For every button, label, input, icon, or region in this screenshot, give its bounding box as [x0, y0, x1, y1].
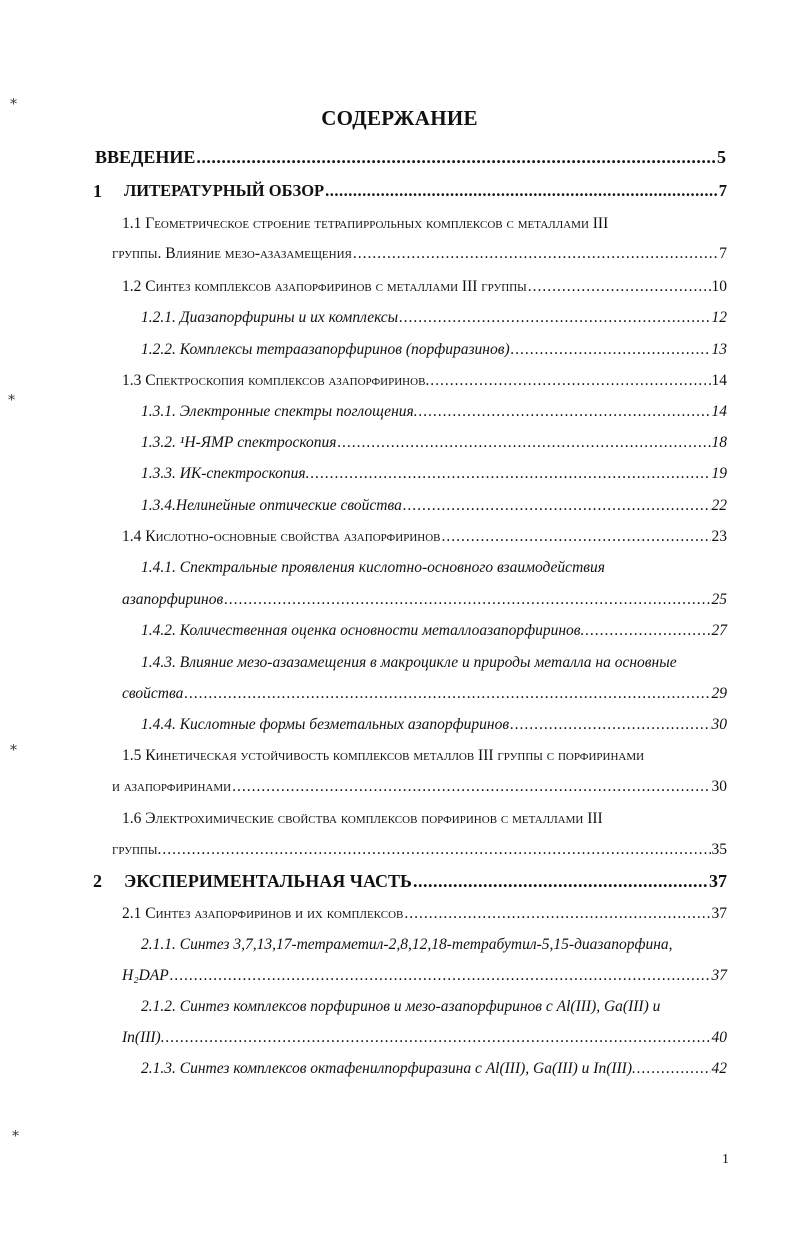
toc-entry-text: 1.3.1. Электронные спектры поглощения. [141, 403, 418, 420]
toc-entry-text: свойства [122, 685, 184, 702]
scan-mark-icon: ⁎ [8, 389, 15, 404]
toc-entry-1-6[interactable] [112, 839, 727, 861]
toc-entry-2-1-1[interactable] [122, 965, 727, 987]
toc-entry-page: 37 [711, 905, 727, 922]
leader-dots [419, 401, 711, 423]
toc-entry-2-1-2[interactable] [122, 1027, 727, 1049]
toc-entry-page: 14 [711, 403, 727, 420]
leader-dots [403, 495, 711, 517]
toc-entry-1-4-1[interactable] [122, 589, 727, 611]
toc-entry-text: 1.4.2. Количественная оценка основности металлоазапорфиринов. [141, 622, 585, 639]
toc-entry-text: ЭКСПЕРИМЕНТАЛЬНАЯ ЧАСТЬ [124, 871, 412, 891]
scan-mark-icon: ⁎ [12, 1125, 19, 1140]
toc-entry-page: 27 [711, 622, 727, 639]
toc-entry-page: 40 [711, 1029, 727, 1046]
toc-entry-page: 7 [718, 181, 727, 200]
toc-entry-page: 37 [711, 967, 727, 984]
toc-entry-text: 1.3.4.Нелинейные оптические свойства [141, 497, 402, 514]
toc-entry-1-4-4[interactable] [141, 714, 727, 736]
leader-dots [441, 526, 710, 548]
toc-entry-text: H₂DAP [122, 967, 169, 984]
toc-entry-text: группы. [112, 841, 162, 858]
toc-entry-text: 1.2.2. Комплексы тетраазапорфиринов (порфиразинов) [141, 341, 510, 358]
toc-entry-page: 5 [717, 147, 726, 167]
leader-dots [311, 463, 711, 485]
toc-entry-1-4-1-line1[interactable]: 1.4.1. Спектральные проявления кислотно-основного взаимодействия [141, 559, 605, 576]
toc-entry-ch2[interactable] [124, 870, 727, 892]
toc-entry-page: 29 [711, 685, 727, 702]
toc-entry-page: 22 [711, 497, 727, 514]
leader-dots [337, 432, 710, 454]
leader-dots [510, 714, 710, 736]
chapter-number: 2 [93, 871, 102, 891]
toc-entry-2-1-3[interactable] [141, 1058, 727, 1080]
toc-entry-1-4[interactable] [122, 526, 727, 548]
leader-dots [325, 180, 718, 202]
toc-entry-page: 25 [711, 591, 727, 608]
leader-dots [528, 276, 711, 298]
leader-dots [166, 1027, 711, 1049]
toc-entry-ch1[interactable] [124, 180, 727, 202]
toc-entry-text: 1.3.3. ИК-спектроскопия. [141, 465, 310, 482]
toc-entry-text: 1.2.1. Диазапорфирины и их комплексы [141, 309, 399, 326]
leader-dots [413, 870, 708, 892]
leader-dots [430, 370, 710, 392]
toc-entry-page: 10 [711, 278, 727, 295]
toc-entry-1-2[interactable] [122, 276, 727, 298]
leader-dots [353, 243, 718, 265]
leader-dots [585, 620, 710, 642]
leader-dots [232, 776, 710, 798]
toc-entry-page: 19 [711, 465, 727, 482]
toc-entry-1-5[interactable] [112, 776, 727, 798]
toc-entry-1-1-line1[interactable]: 1.1 Геометрическое строение тетрапиррольных комплексов с металлами III [122, 215, 609, 232]
toc-entry-1-4-3-line1[interactable]: 1.4.3. Влияние мезо-азазамещения в макроцикле и природы металла на основные [141, 654, 677, 671]
toc-entry-text: 1.2 Синтез комплексов азапорфиринов с металлами III группы [122, 278, 527, 295]
toc-entry-page: 12 [711, 309, 727, 326]
toc-entry-page: 30 [711, 778, 727, 795]
scan-mark-icon: ⁎ [10, 93, 17, 108]
toc-entry-text: 1.3 Спектроскопия комплексов азапорфиринов. [122, 372, 430, 389]
leader-dots [170, 965, 711, 987]
chapter-number: 1 [93, 181, 102, 201]
toc-entry-1-3-1[interactable] [141, 401, 727, 423]
toc-entry-1-5-line1[interactable]: 1.5 Кинетическая устойчивость комплексов металлов III группы с порфиринами [122, 747, 645, 764]
toc-entry-text: группы. Влияние мезо-азазамещения [112, 245, 352, 262]
leader-dots [224, 589, 710, 611]
toc-entry-intro[interactable] [95, 146, 726, 168]
toc-entry-text: и азапорфиринами [112, 778, 232, 795]
leader-dots [399, 307, 710, 329]
toc-entry-text: 2.1 Синтез азапорфиринов и их комплексов [122, 905, 404, 922]
toc-entry-1-1[interactable] [112, 243, 727, 265]
toc-entry-text: 2.1.3. Синтез комплексов октафенилпорфиразина с Al(III), Ga(III) и In(III). [141, 1060, 636, 1077]
leader-dots [196, 146, 716, 168]
toc-entry-text: ЛИТЕРАТУРНЫЙ ОБЗОР [124, 181, 325, 200]
toc-entry-page: 30 [711, 716, 727, 733]
toc-entry-1-3-2[interactable] [141, 432, 727, 454]
toc-entry-text: 1.3.2. ¹Н-ЯМР спектроскопия [141, 434, 337, 451]
toc-entry-1-6-line1[interactable]: 1.6 Электрохимические свойства комплексов порфиринов с металлами III [122, 810, 603, 827]
toc-entry-text: азапорфиринов [122, 591, 224, 608]
toc-entry-page: 13 [711, 341, 727, 358]
leader-dots [511, 339, 711, 361]
toc-entry-page: 37 [709, 871, 727, 891]
toc-entry-2-1-1-line1[interactable]: 2.1.1. Синтез 3,7,13,17-тетраметил-2,8,12,18-тетрабутил-5,15-диазапорфина, [141, 936, 673, 953]
toc-entry-text: In(III). [122, 1029, 165, 1046]
toc-entry-1-3[interactable] [122, 370, 727, 392]
toc-entry-2-1-2-line1[interactable]: 2.1.2. Синтез комплексов порфиринов и мезо-азапорфиринов с Al(III), Ga(III) и [141, 998, 661, 1015]
toc-entry-page: 23 [711, 528, 727, 545]
toc-entry-page: 7 [719, 245, 727, 262]
leader-dots [404, 903, 710, 925]
toc-entry-text: 1.4 Кислотно-основные свойства азапорфиринов [122, 528, 441, 545]
toc-entry-page: 14 [711, 372, 727, 389]
leader-dots [162, 839, 710, 861]
leader-dots [637, 1058, 711, 1080]
toc-entry-page: 42 [711, 1060, 727, 1077]
toc-entry-1-4-3[interactable] [122, 683, 727, 705]
toc-entry-text: ВВЕДЕНИЕ [95, 147, 196, 167]
toc-entry-1-3-3[interactable] [141, 463, 727, 485]
toc-entry-1-4-2[interactable] [141, 620, 727, 642]
toc-entry-1-3-4[interactable] [141, 495, 727, 517]
toc-entry-1-2-2[interactable] [141, 339, 727, 361]
scan-mark-icon: ⁎ [10, 739, 17, 754]
page-title: СОДЕРЖАНИЕ [321, 106, 478, 130]
toc-entry-2-1[interactable] [122, 903, 727, 925]
toc-entry-text: 1.4.4. Кислотные формы безметальных азапорфиринов [141, 716, 510, 733]
page-number: 1 [722, 1152, 729, 1167]
leader-dots [184, 683, 710, 705]
toc-entry-page: 18 [711, 434, 727, 451]
toc-entry-1-2-1[interactable] [141, 307, 727, 329]
toc-entry-page: 35 [711, 841, 727, 858]
